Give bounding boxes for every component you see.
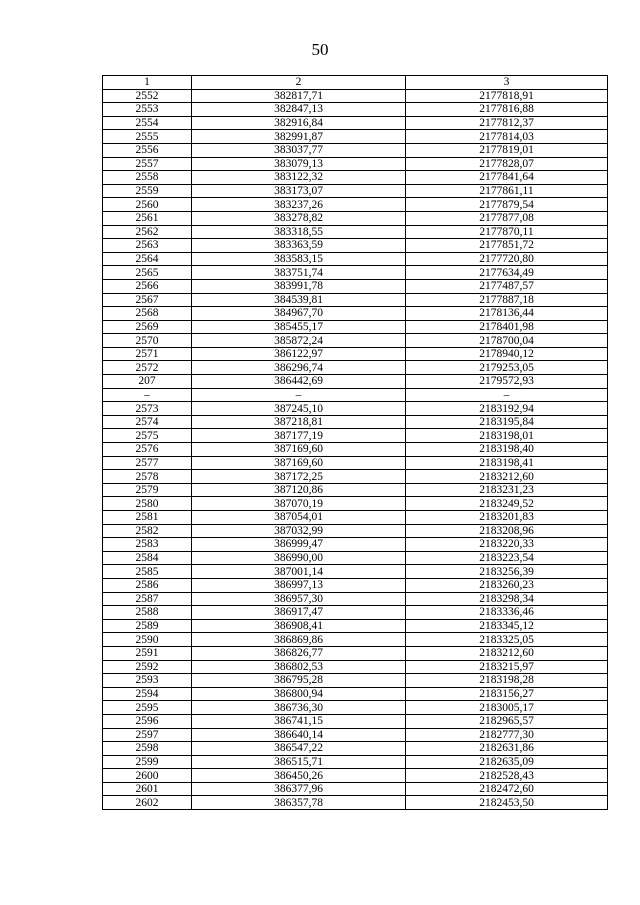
y-coordinate-cell: 2183208,96 bbox=[406, 524, 608, 538]
x-coordinate-cell: 387169,60 bbox=[192, 456, 406, 470]
table-row bbox=[103, 511, 608, 525]
y-coordinate-cell: 2182965,57 bbox=[406, 714, 608, 728]
x-coordinate-cell: 386741,15 bbox=[192, 714, 406, 728]
point-number-cell: 2571 bbox=[103, 347, 192, 361]
table-row bbox=[103, 198, 608, 212]
table-row bbox=[103, 266, 608, 280]
table-body bbox=[103, 89, 608, 809]
point-number-cell: 2578 bbox=[103, 470, 192, 484]
point-number-cell: 2596 bbox=[103, 714, 192, 728]
table-row bbox=[103, 184, 608, 198]
y-coordinate-cell: 2183325,05 bbox=[406, 633, 608, 647]
y-coordinate-cell: 2177828,07 bbox=[406, 157, 608, 171]
point-number-cell: – bbox=[103, 388, 192, 402]
point-number-cell: 2576 bbox=[103, 443, 192, 457]
point-number-cell: 2584 bbox=[103, 551, 192, 565]
y-coordinate-cell: 2183215,97 bbox=[406, 660, 608, 674]
x-coordinate-cell: 387169,60 bbox=[192, 443, 406, 457]
y-coordinate-cell: 2177877,08 bbox=[406, 211, 608, 225]
y-coordinate-cell: 2183231,23 bbox=[406, 483, 608, 497]
y-coordinate-cell: 2183198,28 bbox=[406, 674, 608, 688]
x-coordinate-cell: 387070,19 bbox=[192, 497, 406, 511]
x-coordinate-cell: 385872,24 bbox=[192, 334, 406, 348]
y-coordinate-cell: 2182453,50 bbox=[406, 796, 608, 810]
point-number-cell: 2557 bbox=[103, 157, 192, 171]
y-coordinate-cell: 2183212,60 bbox=[406, 470, 608, 484]
table-row bbox=[103, 103, 608, 117]
table-row bbox=[103, 483, 608, 497]
point-number-cell: 2601 bbox=[103, 782, 192, 796]
point-number-cell: 2573 bbox=[103, 402, 192, 416]
y-coordinate-cell: 2178700,04 bbox=[406, 334, 608, 348]
y-coordinate-cell: 2177819,01 bbox=[406, 143, 608, 157]
table-row bbox=[103, 619, 608, 633]
y-coordinate-cell: 2177812,37 bbox=[406, 116, 608, 130]
table-row bbox=[103, 211, 608, 225]
table-row bbox=[103, 578, 608, 592]
x-coordinate-cell: 382817,71 bbox=[192, 89, 406, 103]
x-coordinate-cell: 387172,25 bbox=[192, 470, 406, 484]
point-number-cell: 2565 bbox=[103, 266, 192, 280]
point-number-cell: 2569 bbox=[103, 320, 192, 334]
point-number-cell: 2577 bbox=[103, 456, 192, 470]
column-header: 2 bbox=[192, 76, 406, 90]
table-row bbox=[103, 429, 608, 443]
x-coordinate-cell: 383583,15 bbox=[192, 252, 406, 266]
y-coordinate-cell: 2177841,64 bbox=[406, 171, 608, 185]
table-row bbox=[103, 293, 608, 307]
x-coordinate-cell: 386736,30 bbox=[192, 701, 406, 715]
table-row bbox=[103, 606, 608, 620]
y-coordinate-cell: 2178940,12 bbox=[406, 347, 608, 361]
point-number-cell: 2564 bbox=[103, 252, 192, 266]
y-coordinate-cell: 2183201,83 bbox=[406, 511, 608, 525]
x-coordinate-cell: 386296,74 bbox=[192, 361, 406, 375]
x-coordinate-cell: 386869,86 bbox=[192, 633, 406, 647]
x-coordinate-cell: 384967,70 bbox=[192, 307, 406, 321]
y-coordinate-cell: 2183336,46 bbox=[406, 606, 608, 620]
point-number-cell: 2566 bbox=[103, 279, 192, 293]
table-row bbox=[103, 633, 608, 647]
point-number-cell: 2555 bbox=[103, 130, 192, 144]
x-coordinate-cell: 383173,07 bbox=[192, 184, 406, 198]
table-row bbox=[103, 551, 608, 565]
point-number-cell: 2574 bbox=[103, 415, 192, 429]
table-row bbox=[103, 116, 608, 130]
x-coordinate-cell: 383991,78 bbox=[192, 279, 406, 293]
table-row bbox=[103, 497, 608, 511]
y-coordinate-cell: 2183256,39 bbox=[406, 565, 608, 579]
point-number-cell: 2581 bbox=[103, 511, 192, 525]
table-row bbox=[103, 565, 608, 579]
table-row bbox=[103, 755, 608, 769]
x-coordinate-cell: 386802,53 bbox=[192, 660, 406, 674]
point-number-cell: 2600 bbox=[103, 769, 192, 783]
x-coordinate-cell: 386640,14 bbox=[192, 728, 406, 742]
point-number-cell: 2599 bbox=[103, 755, 192, 769]
point-number-cell: 2580 bbox=[103, 497, 192, 511]
x-coordinate-cell: 382847,13 bbox=[192, 103, 406, 117]
table-header-row bbox=[103, 76, 608, 90]
table-row bbox=[103, 320, 608, 334]
point-number-cell: 2560 bbox=[103, 198, 192, 212]
x-coordinate-cell: 386800,94 bbox=[192, 687, 406, 701]
x-coordinate-cell: 386377,96 bbox=[192, 782, 406, 796]
y-coordinate-cell: 2177818,91 bbox=[406, 89, 608, 103]
x-coordinate-cell: 386357,78 bbox=[192, 796, 406, 810]
point-number-cell: 2567 bbox=[103, 293, 192, 307]
x-coordinate-cell: 386547,22 bbox=[192, 742, 406, 756]
point-number-cell: 2598 bbox=[103, 742, 192, 756]
point-number-cell: 2572 bbox=[103, 361, 192, 375]
point-number-cell: 2553 bbox=[103, 103, 192, 117]
point-number-cell: 2595 bbox=[103, 701, 192, 715]
x-coordinate-cell: 386957,30 bbox=[192, 592, 406, 606]
y-coordinate-cell: 2183220,33 bbox=[406, 538, 608, 552]
point-number-cell: 2582 bbox=[103, 524, 192, 538]
x-coordinate-cell: 382916,84 bbox=[192, 116, 406, 130]
x-coordinate-cell: 387245,10 bbox=[192, 402, 406, 416]
point-number-cell: 2559 bbox=[103, 184, 192, 198]
table-row bbox=[103, 157, 608, 171]
y-coordinate-cell: 2183195,84 bbox=[406, 415, 608, 429]
table-row bbox=[103, 728, 608, 742]
y-coordinate-cell: 2177879,54 bbox=[406, 198, 608, 212]
table-row bbox=[103, 347, 608, 361]
point-number-cell: 2590 bbox=[103, 633, 192, 647]
table-row bbox=[103, 225, 608, 239]
y-coordinate-cell: 2183249,52 bbox=[406, 497, 608, 511]
point-number-cell: 2591 bbox=[103, 646, 192, 660]
y-coordinate-cell: 2178136,44 bbox=[406, 307, 608, 321]
y-coordinate-cell: 2183156,27 bbox=[406, 687, 608, 701]
y-coordinate-cell: 2183192,94 bbox=[406, 402, 608, 416]
table-row bbox=[103, 334, 608, 348]
table-row bbox=[103, 307, 608, 321]
y-coordinate-cell: 2182635,09 bbox=[406, 755, 608, 769]
x-coordinate-cell: 386515,71 bbox=[192, 755, 406, 769]
x-coordinate-cell: 387001,14 bbox=[192, 565, 406, 579]
point-number-cell: 2597 bbox=[103, 728, 192, 742]
point-number-cell: 2570 bbox=[103, 334, 192, 348]
y-coordinate-cell: 2177870,11 bbox=[406, 225, 608, 239]
x-coordinate-cell: 386795,28 bbox=[192, 674, 406, 688]
x-coordinate-cell: 387120,86 bbox=[192, 483, 406, 497]
y-coordinate-cell: 2182528,43 bbox=[406, 769, 608, 783]
y-coordinate-cell: 2177634,49 bbox=[406, 266, 608, 280]
point-number-cell: 2568 bbox=[103, 307, 192, 321]
table-row bbox=[103, 402, 608, 416]
y-coordinate-cell: 2183198,01 bbox=[406, 429, 608, 443]
y-coordinate-cell: 2182472,60 bbox=[406, 782, 608, 796]
y-coordinate-cell: 2178401,98 bbox=[406, 320, 608, 334]
x-coordinate-cell: 386917,47 bbox=[192, 606, 406, 620]
column-header: 3 bbox=[406, 76, 608, 90]
y-coordinate-cell: 2183198,40 bbox=[406, 443, 608, 457]
y-coordinate-cell: 2183260,23 bbox=[406, 578, 608, 592]
table-row bbox=[103, 470, 608, 484]
y-coordinate-cell: 2177861,11 bbox=[406, 184, 608, 198]
y-coordinate-cell: 2183345,12 bbox=[406, 619, 608, 633]
point-number-cell: 2583 bbox=[103, 538, 192, 552]
table-row bbox=[103, 687, 608, 701]
y-coordinate-cell: 2183198,41 bbox=[406, 456, 608, 470]
table-row bbox=[103, 538, 608, 552]
table-row bbox=[103, 782, 608, 796]
point-number-cell: 2558 bbox=[103, 171, 192, 185]
point-number-cell: 2588 bbox=[103, 606, 192, 620]
column-header: 1 bbox=[103, 76, 192, 90]
x-coordinate-cell: 385455,17 bbox=[192, 320, 406, 334]
table-row bbox=[103, 279, 608, 293]
table-row bbox=[103, 742, 608, 756]
point-number-cell: 207 bbox=[103, 375, 192, 389]
table-row bbox=[103, 592, 608, 606]
point-number-cell: 2587 bbox=[103, 592, 192, 606]
y-coordinate-cell: 2183005,17 bbox=[406, 701, 608, 715]
point-number-cell: 2563 bbox=[103, 239, 192, 253]
y-coordinate-cell: 2182631,86 bbox=[406, 742, 608, 756]
x-coordinate-cell: 386908,41 bbox=[192, 619, 406, 633]
y-coordinate-cell: 2183223,54 bbox=[406, 551, 608, 565]
table-row bbox=[103, 89, 608, 103]
table-row bbox=[103, 646, 608, 660]
point-number-cell: 2592 bbox=[103, 660, 192, 674]
coordinates-table bbox=[102, 75, 608, 810]
x-coordinate-cell: 386122,97 bbox=[192, 347, 406, 361]
table-row bbox=[103, 143, 608, 157]
x-coordinate-cell: 386990,00 bbox=[192, 551, 406, 565]
table-row bbox=[103, 524, 608, 538]
table-row bbox=[103, 415, 608, 429]
x-coordinate-cell: 386999,47 bbox=[192, 538, 406, 552]
x-coordinate-cell: 383278,82 bbox=[192, 211, 406, 225]
y-coordinate-cell: 2179572,93 bbox=[406, 375, 608, 389]
table-row bbox=[103, 252, 608, 266]
table-row bbox=[103, 375, 608, 389]
table-row bbox=[103, 769, 608, 783]
x-coordinate-cell: 383318,55 bbox=[192, 225, 406, 239]
point-number-cell: 2602 bbox=[103, 796, 192, 810]
point-number-cell: 2562 bbox=[103, 225, 192, 239]
y-coordinate-cell: 2177816,88 bbox=[406, 103, 608, 117]
x-coordinate-cell: – bbox=[192, 388, 406, 402]
point-number-cell: 2552 bbox=[103, 89, 192, 103]
point-number-cell: 2586 bbox=[103, 578, 192, 592]
x-coordinate-cell: 387218,81 bbox=[192, 415, 406, 429]
table-row bbox=[103, 796, 608, 810]
x-coordinate-cell: 387054,01 bbox=[192, 511, 406, 525]
point-number-cell: 2579 bbox=[103, 483, 192, 497]
y-coordinate-cell: 2179253,05 bbox=[406, 361, 608, 375]
y-coordinate-cell: 2182777,30 bbox=[406, 728, 608, 742]
x-coordinate-cell: 387032,99 bbox=[192, 524, 406, 538]
table-row bbox=[103, 171, 608, 185]
x-coordinate-cell: 386442,69 bbox=[192, 375, 406, 389]
x-coordinate-cell: 383751,74 bbox=[192, 266, 406, 280]
table-row bbox=[103, 660, 608, 674]
point-number-cell: 2556 bbox=[103, 143, 192, 157]
point-number-cell: 2575 bbox=[103, 429, 192, 443]
x-coordinate-cell: 383237,26 bbox=[192, 198, 406, 212]
x-coordinate-cell: 386997,13 bbox=[192, 578, 406, 592]
table-row bbox=[103, 443, 608, 457]
y-coordinate-cell: 2183298,34 bbox=[406, 592, 608, 606]
y-coordinate-cell: 2177851,72 bbox=[406, 239, 608, 253]
table-row bbox=[103, 130, 608, 144]
table-row bbox=[103, 701, 608, 715]
table-row bbox=[103, 674, 608, 688]
x-coordinate-cell: 383363,59 bbox=[192, 239, 406, 253]
y-coordinate-cell: 2177720,80 bbox=[406, 252, 608, 266]
point-number-cell: 2554 bbox=[103, 116, 192, 130]
y-coordinate-cell: 2183212,60 bbox=[406, 646, 608, 660]
x-coordinate-cell: 382991,87 bbox=[192, 130, 406, 144]
point-number-cell: 2593 bbox=[103, 674, 192, 688]
y-coordinate-cell: – bbox=[406, 388, 608, 402]
y-coordinate-cell: 2177887,18 bbox=[406, 293, 608, 307]
table-row bbox=[103, 361, 608, 375]
x-coordinate-cell: 386826,77 bbox=[192, 646, 406, 660]
table-row bbox=[103, 388, 608, 402]
y-coordinate-cell: 2177814,03 bbox=[406, 130, 608, 144]
table-row bbox=[103, 456, 608, 470]
x-coordinate-cell: 383079,13 bbox=[192, 157, 406, 171]
page-number: 50 bbox=[311, 40, 329, 59]
point-number-cell: 2594 bbox=[103, 687, 192, 701]
table-row bbox=[103, 239, 608, 253]
point-number-cell: 2561 bbox=[103, 211, 192, 225]
x-coordinate-cell: 386450,26 bbox=[192, 769, 406, 783]
table-row bbox=[103, 714, 608, 728]
x-coordinate-cell: 383037,77 bbox=[192, 143, 406, 157]
x-coordinate-cell: 383122,32 bbox=[192, 171, 406, 185]
y-coordinate-cell: 2177487,57 bbox=[406, 279, 608, 293]
point-number-cell: 2589 bbox=[103, 619, 192, 633]
x-coordinate-cell: 384539,81 bbox=[192, 293, 406, 307]
point-number-cell: 2585 bbox=[103, 565, 192, 579]
x-coordinate-cell: 387177,19 bbox=[192, 429, 406, 443]
